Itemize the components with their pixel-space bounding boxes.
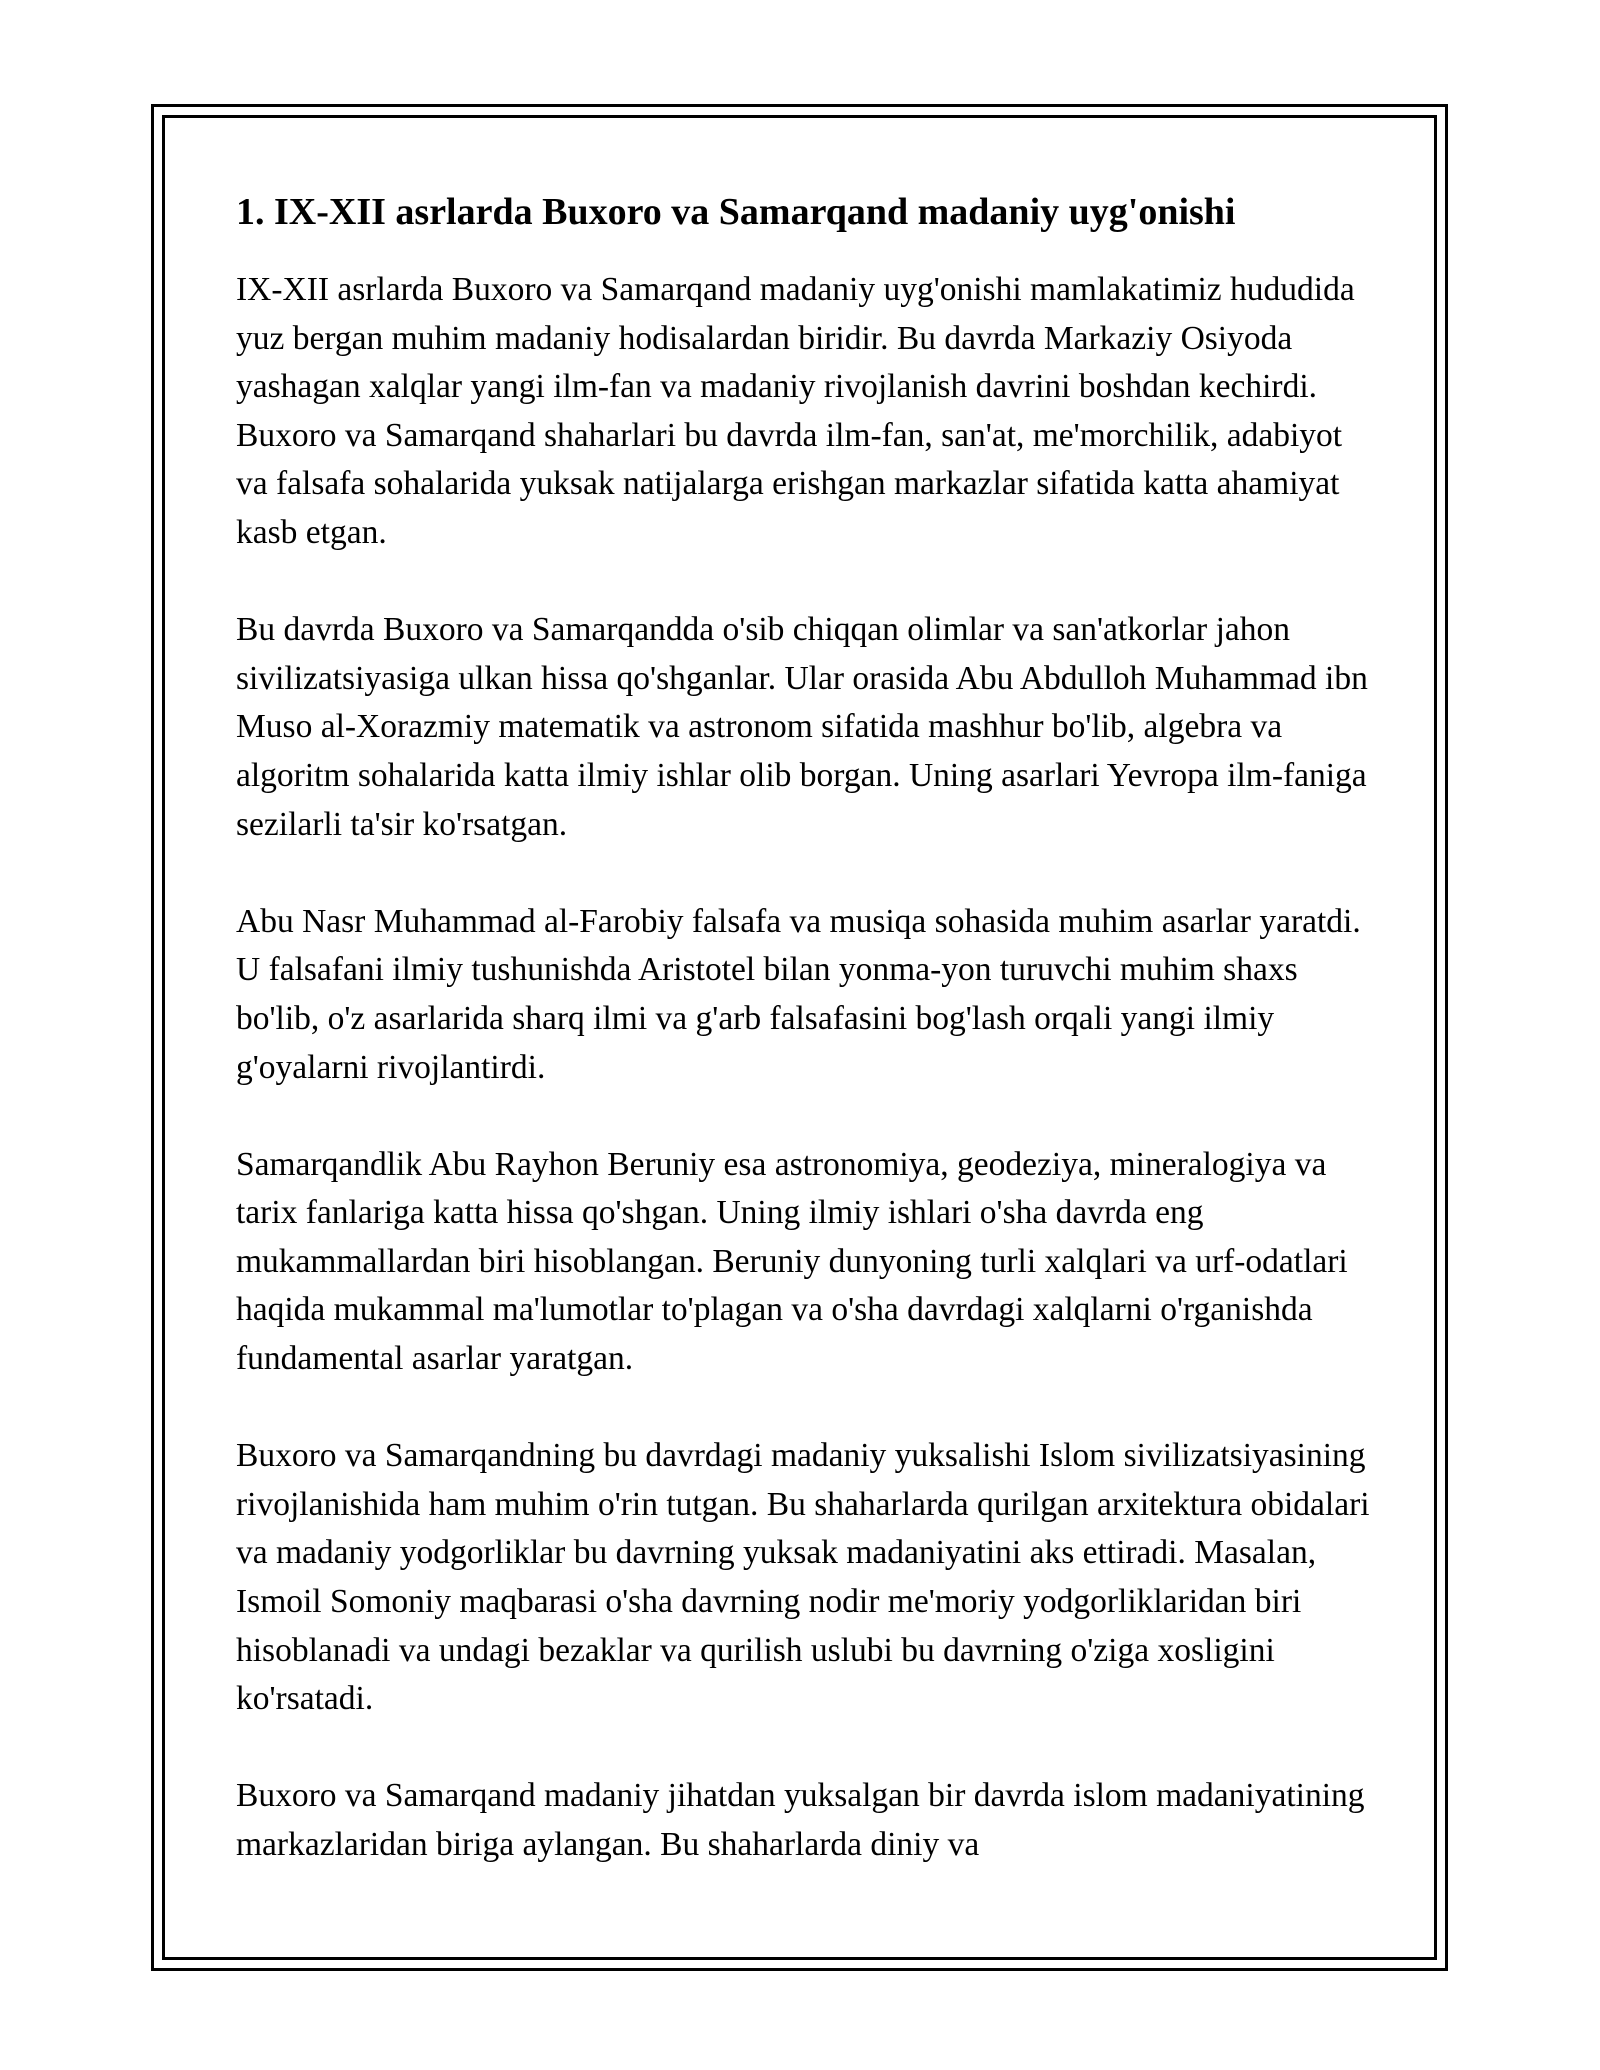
paragraph-2: Bu davrda Buxoro va Samarqandda o'sib chiqqan olimlar va san'atkorlar jahon sivilizatsiyasiga ulkan hissa qo'shganlar. Ular orasida Abu Abdulloh Muhammad ibn Muso al-Xorazmiy matematik va astronom sifatida mashhur bo'lib, algebra va algoritm sohalarida katta ilmiy ishlar olib borgan. Uning asarlari Yevropa ilm-faniga sezilarli ta'sir ko'rsatgan. [236,611,1368,843]
document-body [236,186,1371,1918]
paragraph-4: Samarqandlik Abu Rayhon Beruniy esa astronomiya, geodeziya, mineralogiya va tarix fanlariga katta hissa qo'shgan. Uning ilmiy ishlari o'sha davrda eng mukammallardan biri hisoblangan. Beruniy dunyoning turli xalqlari va urf-odatlari haqida mukammal ma'lumotlar to'plagan va o'sha davrdagi xalqlarni o'rganishda fundamental asarlar yaratgan. [236,1145,1348,1378]
paragraph-3: Abu Nasr Muhammad al-Farobiy falsafa va musiqa sohasida muhim asarlar yaratdi. U falsafani ilmiy tushunishda Aristotel bilan yonma-yon turuvchi muhim shaxs bo'lib, o'z asarlarida sharq ilmi va g'arb falsafasini bog'lash orqali yangi ilmiy g'oyalarni rivojlantirdi. [236,902,1361,1086]
document-title: 1. IX-XII asrlarda Buxoro va Samarqand madaniy uyg'onishi [236,191,1236,233]
paragraph-1: IX-XII asrlarda Buxoro va Samarqand madaniy uyg'onishi mamlakatimiz hududida yuz bergan muhim madaniy hodisalardan biridir. Bu davrda Markaziy Osiyoda yashagan xalqlar yangi ilm-fan va madaniy rivojlanish davrini boshdan kechirdi. Buxoro va Samarqand shaharlari bu davrda ilm-fan, san'at, me'morchilik, adabiyot va falsafa sohalarida yuksak natijalarga erishgan markazlar sifatida katta ahamiyat kasb etgan. [236,271,1355,551]
paragraph-5: Buxoro va Samarqandning bu davrdagi madaniy yuksalishi Islom sivilizatsiyasining rivojlanishida ham muhim o'rin tutgan. Bu shaharlarda qurilgan arxitektura obidalari va madaniy yodgorliklar bu davrning yuksak madaniyatini aks ettiradi. Masalan, Ismoil Somoniy maqbarasi o'sha davrning nodir me'moriy yodgorliklaridan biri hisoblanadi va undagi bezaklar va qurilish uslubi bu davrning o'ziga xosligini ko'rsatadi. [236,1437,1370,1718]
paragraph-6: Buxoro va Samarqand madaniy jihatdan yuksalgan bir davrda islom madaniyatining markazlaridan biriga aylangan. Bu shaharlarda diniy va [236,1777,1365,1863]
